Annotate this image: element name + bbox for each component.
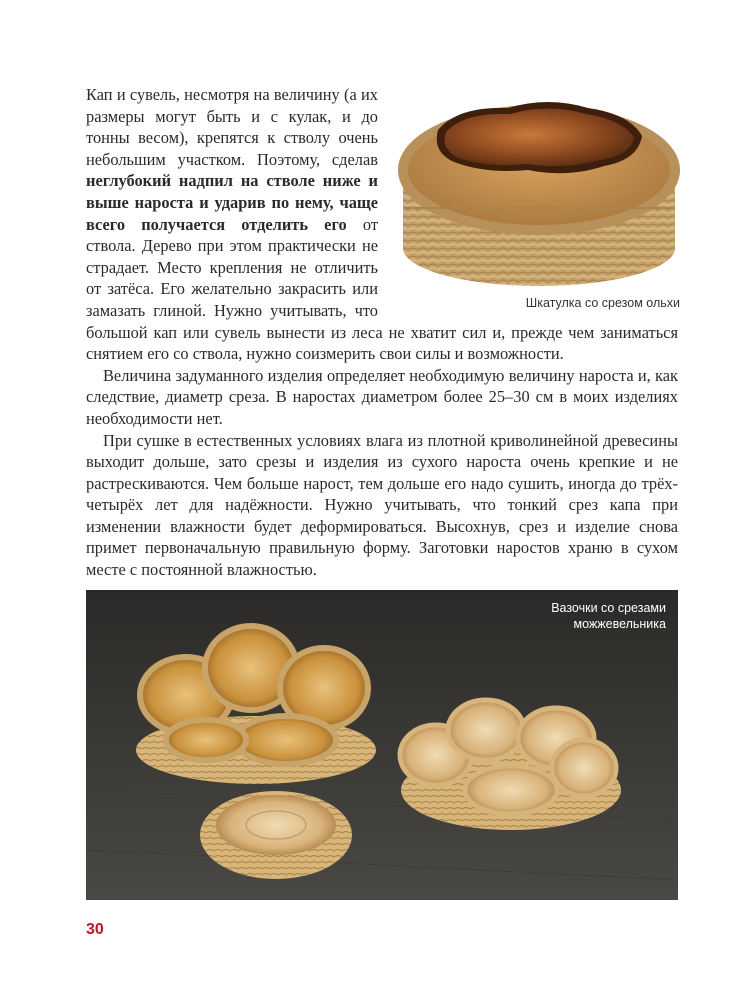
- article-text: [86, 84, 678, 581]
- page-number: 30: [86, 921, 104, 938]
- bottom-caption-line-1: Вазочки со срезами: [551, 601, 666, 615]
- bottom-photo-caption: [551, 600, 666, 632]
- paragraph-1-bold: неглубокий надпил на стволе ниже и выше нароста и ударив по нему, чаще всего получается отделить его: [86, 171, 378, 234]
- paragraph-2: Величина задуманного изделия определяет необходимую величину нароста и, как следствие, диаметр среза. В наростах диаметром более 25–30 см в моих изделиях необходимости нет.: [86, 365, 678, 428]
- top-photo-caption: Шкатулка со срезом ольхи: [525, 296, 680, 310]
- bottom-caption-line-2: можжевельника: [573, 617, 666, 631]
- paragraph-3: При сушке в естественных условиях влага из плотной криволинейной древесины выходит дольше, зато срезы и изделия из сухого нароста очень крепкие и не растрескиваются. Чем больше нарост, тем дольше его надо сушить, иногда до трёх-четырёх лет для надёжности. Нужно учитывать, что тонкий срез капа при изменении влажности будет деформироваться. Высохнув, срез и изделие снова примет первоначальную правильную форму. Заготовки наростов храню в сухом месте с постоянной влажностью.: [86, 430, 678, 580]
- paragraph-1-end: от ствола. Дерево при этом практически не страдает. Место крепления не отличить от затёса. Его желательно закрасить или замазать глиной. Нужно учитывать, что большой кап или сувель вынести из леса не хватит сил и, прежде чем заниматься снятием его со ствола, нужно соизмерить свои силы и возможности.: [86, 214, 678, 364]
- paragraph-1-start: Кап и сувель, несмотря на величину (а их размеры могут быть и с кулак, и до тонны весом), крепятся к стволу очень небольшим участком. Поэтому, сделав: [86, 85, 378, 169]
- juniper-vases-photo: [86, 590, 678, 900]
- photo-float-spacer: [378, 84, 678, 314]
- juniper-vases-illustration: [86, 590, 678, 900]
